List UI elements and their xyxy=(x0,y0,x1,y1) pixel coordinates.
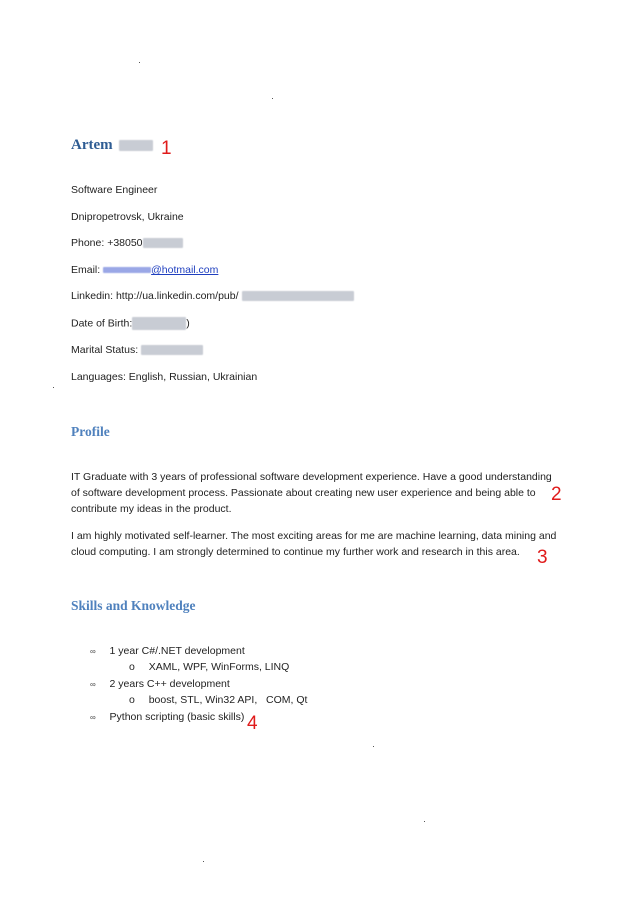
bullet-icon: ∞ xyxy=(90,713,96,722)
bullet-icon: ∞ xyxy=(90,647,96,656)
dob-label: Date of Birth: xyxy=(71,317,133,330)
linkedin-line xyxy=(71,290,354,302)
redacted-surname xyxy=(119,140,153,151)
profile-paragraph-2 xyxy=(71,528,571,560)
skill-item xyxy=(90,711,244,723)
speck xyxy=(272,98,273,99)
marital-label: Marital Status: xyxy=(71,344,139,356)
redacted-dob xyxy=(132,317,186,330)
annotation-marker-3: 3 xyxy=(537,547,548,568)
phone-line xyxy=(71,237,183,249)
skills-heading: Skills and Knowledge xyxy=(71,598,196,613)
annotation-marker-2: 2 xyxy=(551,484,562,505)
speck xyxy=(139,62,140,63)
skill-sub-item xyxy=(129,661,289,673)
annotation-marker-4: 4 xyxy=(247,713,258,734)
email-link[interactable] xyxy=(103,264,218,276)
job-title: Software Engineer xyxy=(71,184,158,196)
skill-sub-label: XAML, WPF, WinForms, LINQ xyxy=(148,661,290,673)
candidate-name xyxy=(71,137,153,154)
languages: Languages: English, Russian, Ukrainian xyxy=(71,371,258,383)
speck xyxy=(424,821,425,822)
dob-line xyxy=(71,317,190,330)
skill-item xyxy=(90,645,245,657)
skill-sub-label: boost, STL, Win32 API, COM, Qt xyxy=(148,694,308,706)
redacted-phone xyxy=(143,238,183,248)
speck xyxy=(373,746,374,747)
profile-paragraph-1 xyxy=(71,469,571,517)
sub-bullet-icon: o xyxy=(129,694,135,706)
redacted-email-user xyxy=(103,267,151,273)
marital-line xyxy=(71,344,203,356)
email-label: Email: xyxy=(71,264,101,276)
redacted-marital-status xyxy=(141,345,203,355)
linkedin-label: Linkedin: http://ua.linkedin.com/pub/ xyxy=(71,290,239,302)
speck xyxy=(203,861,204,862)
profile-p2-line: cloud computing. I am strongly determined to continue my further work and research in this area. xyxy=(71,546,520,558)
email-line xyxy=(71,264,218,276)
first-name: Artem xyxy=(71,137,113,153)
sub-bullet-icon: o xyxy=(129,661,135,673)
annotation-marker-1: 1 xyxy=(161,138,172,159)
profile-p1-line: of software development process. Passionate about creating new user experience and being able to xyxy=(71,487,536,499)
redacted-linkedin-path xyxy=(242,291,354,301)
skill-item xyxy=(90,678,230,690)
bullet-icon: ∞ xyxy=(90,680,96,689)
skill-label: Python scripting (basic skills) xyxy=(109,711,245,723)
skill-label: 1 year C#/.NET development xyxy=(109,645,245,657)
profile-p1-line: contribute my ideas in the product. xyxy=(71,503,232,515)
skill-sub-item xyxy=(129,694,307,706)
email-domain: @hotmail.com xyxy=(151,264,219,276)
profile-p1-line: IT Graduate with 3 years of professional software development experience. Have a good understanding xyxy=(71,471,552,483)
phone-label: Phone: +38050 xyxy=(71,237,143,249)
profile-heading: Profile xyxy=(71,424,110,439)
location: Dnipropetrovsk, Ukraine xyxy=(71,211,184,223)
skill-label: 2 years C++ development xyxy=(109,678,230,690)
profile-p2-line: I am highly motivated self-learner. The most exciting areas for me are machine learning, data mining and xyxy=(71,530,557,542)
dob-tail: ) xyxy=(186,317,190,330)
speck xyxy=(53,387,54,388)
